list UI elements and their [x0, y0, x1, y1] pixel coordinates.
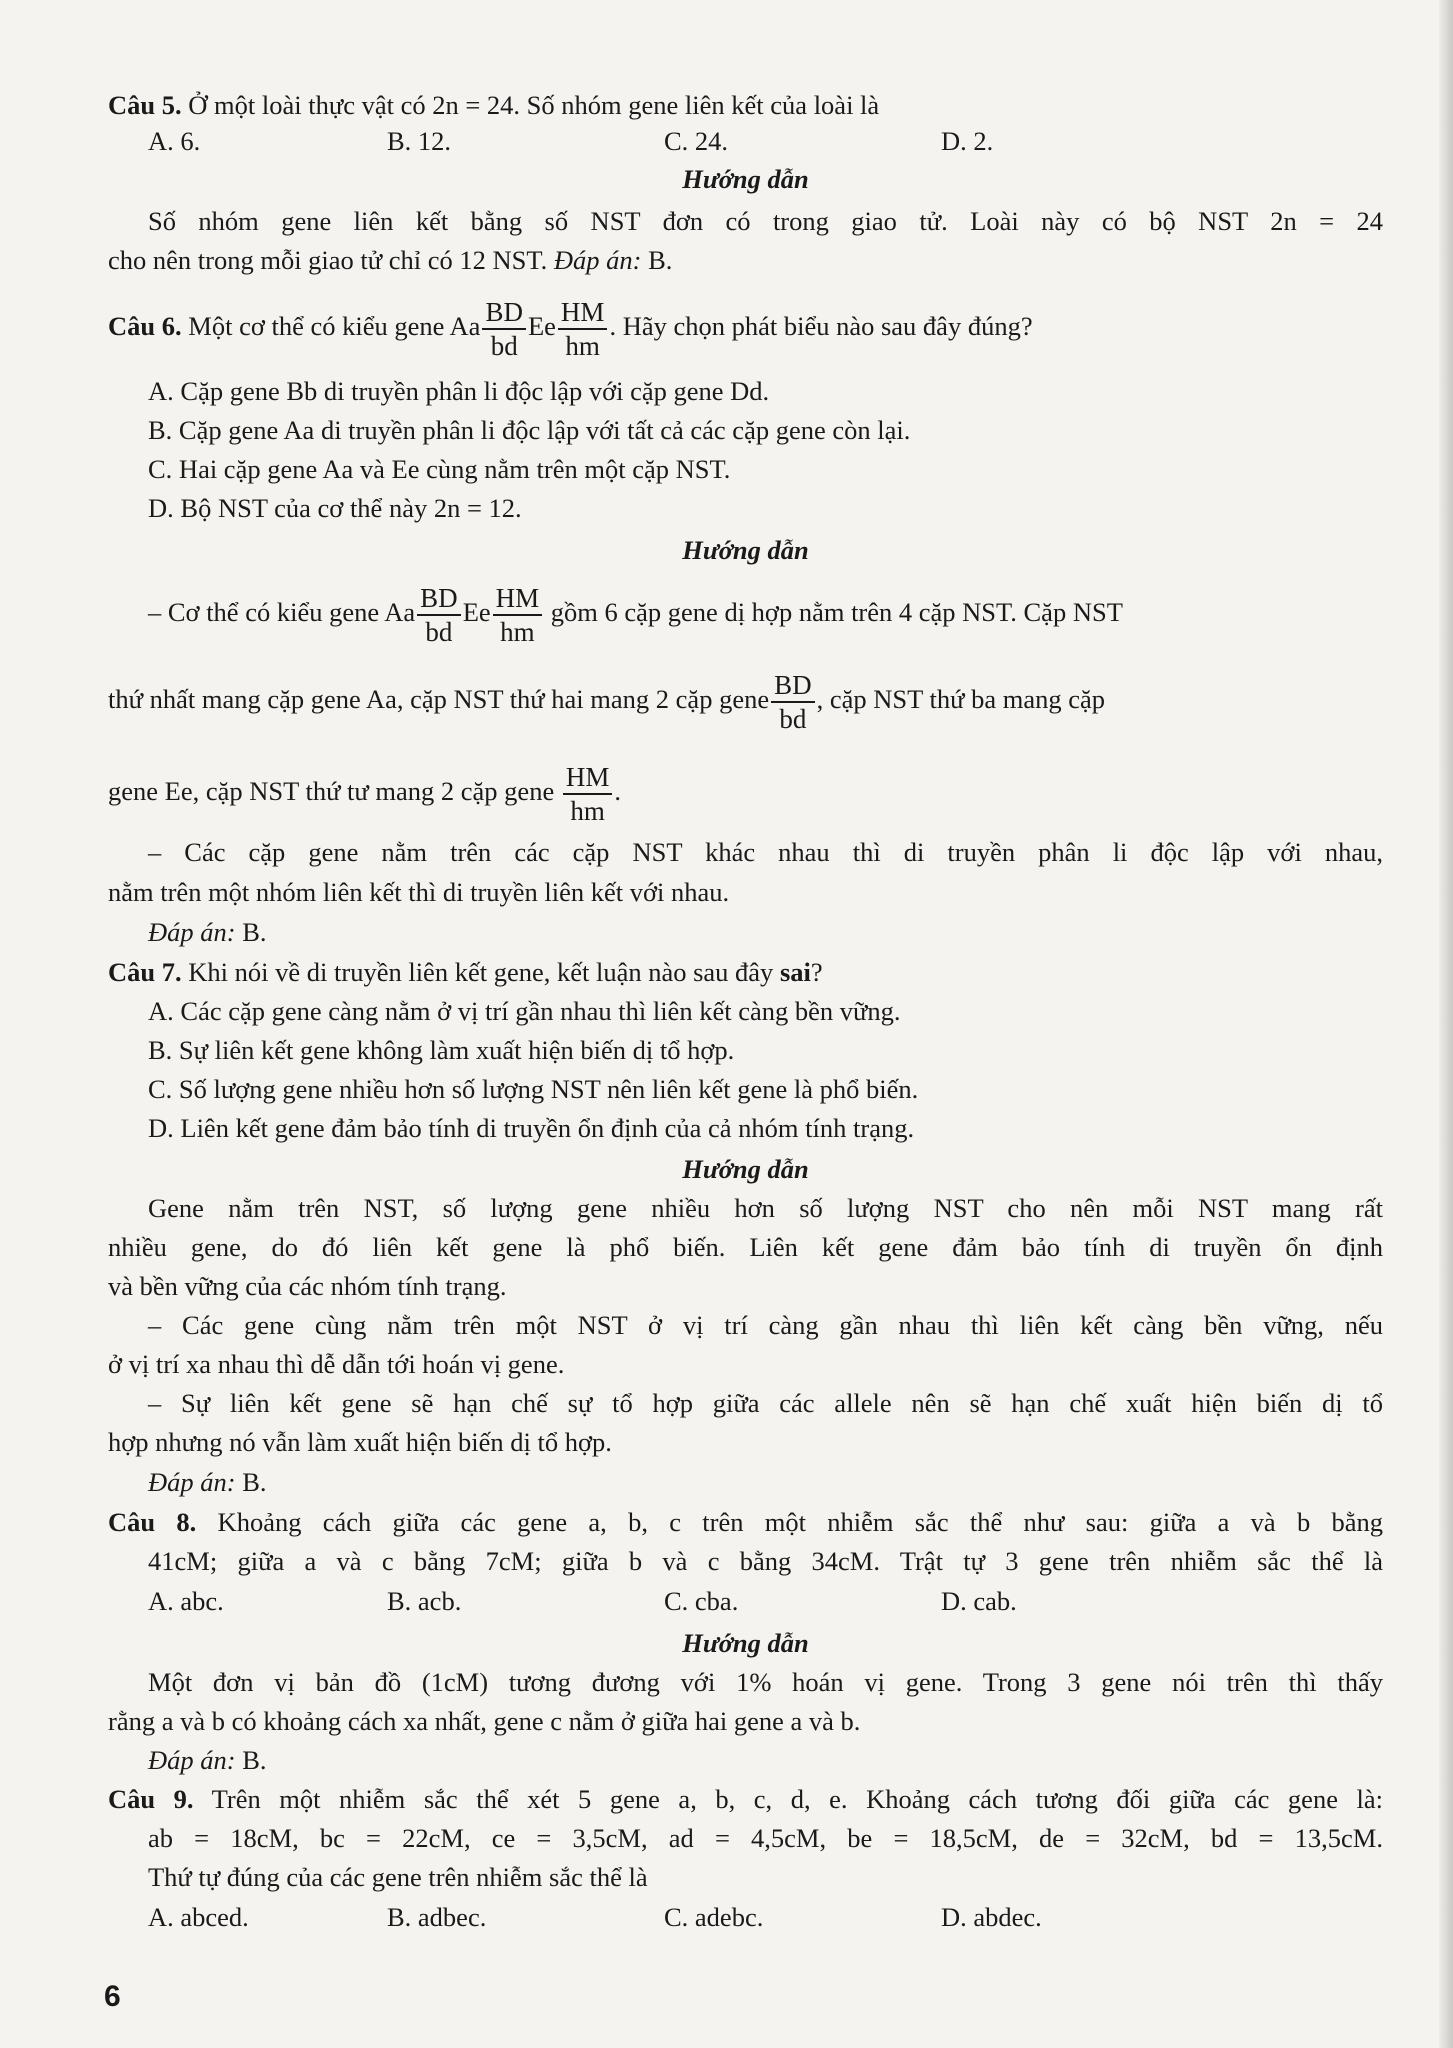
- guide-heading: Hướng dẫn: [682, 164, 809, 194]
- answer-line: [148, 915, 1423, 949]
- option-b: B. 12.: [387, 126, 452, 156]
- option-b: B. acb.: [387, 1586, 462, 1616]
- page-number: 6: [104, 1980, 121, 2013]
- option-a: A. Các cặp gene càng nằm ở vị trí gần nhau thì liên kết càng bền vững.: [148, 996, 901, 1026]
- question-label: Câu 6.: [108, 311, 182, 341]
- question-8: Câu 8. Khoảng cách giữa các gene a, b, c trên một nhiễm sắc thể như sau: giữa a và b bằng: [108, 1507, 1383, 1537]
- answer-label: Đáp án:: [553, 245, 642, 275]
- answer-value: B.: [235, 1467, 267, 1497]
- option-b: B. adbec.: [387, 1902, 487, 1932]
- option-c: C. Hai cặp gene Aa và Ee cùng nằm trên một cặp NST.: [148, 454, 731, 484]
- guide-text: cho nên trong mỗi giao tử chỉ có 12 NST. Đáp án: B.: [108, 245, 673, 275]
- option-d: D. abdec.: [941, 1902, 1042, 1932]
- answer-label: Đáp án:: [148, 917, 236, 947]
- guide-text: Số nhóm gene liên kết bằng số NST đơn có trong giao tử. Loài này có bộ NST 2n = 24: [148, 206, 1383, 236]
- answer-value: B.: [641, 245, 673, 275]
- guide-text: ở vị trí xa nhau thì dễ dẫn tới hoán vị gene.: [108, 1349, 565, 1379]
- answer-label: Đáp án:: [148, 1745, 236, 1775]
- guide-text: thứ nhất mang cặp gene Aa, cặp NST thứ hai mang 2 cặp gene $\frac{BD}{bd}$ , cặp NST thứ ba mang cặp: [108, 669, 1105, 734]
- guide-text: Gene nằm trên NST, số lượng gene nhiều hơn số lượng NST cho nên mỗi NST mang rất: [148, 1193, 1383, 1223]
- question-5: [108, 88, 1383, 122]
- question-label: Câu 8.: [108, 1507, 197, 1537]
- option-d: D. Bộ NST của cơ thể này 2n = 12.: [148, 493, 522, 523]
- guide-text: – Cơ thể có kiểu gene Aa $\frac{BD}{bd}$ Ee $\frac{HM}{hm}$ gồm 6 cặp gene dị hợp nằm trên 4 cặp NST. Cặp NST: [148, 582, 1123, 647]
- answer-value: B.: [235, 917, 267, 947]
- option-c: C. 24.: [664, 126, 729, 156]
- answer-line: [148, 1465, 1423, 1499]
- guide-heading: Hướng dẫn: [682, 1628, 809, 1658]
- guide-text: hợp nhưng nó vẫn làm xuất hiện biến dị tổ hợp.: [108, 1427, 612, 1457]
- option-a: A. abced.: [148, 1902, 249, 1932]
- answer-label: Đáp án:: [148, 1467, 236, 1497]
- page-edge: [1439, 0, 1453, 2048]
- answer-line: [148, 1743, 1423, 1777]
- guide-text: – Sự liên kết gene sẽ hạn chế sự tổ hợp giữa các allele nên sẽ hạn chế xuất hiện biến dị tổ: [148, 1388, 1383, 1418]
- genotype-fraction-hm: $\frac{HM}{hm}$: [558, 296, 608, 362]
- guide-heading: Hướng dẫn: [682, 1154, 809, 1184]
- question-label: Câu 9.: [108, 1784, 194, 1814]
- guide-text: nằm trên một nhóm liên kết thì di truyền liên kết với nhau.: [108, 877, 730, 907]
- guide-heading: Hướng dẫn: [682, 535, 809, 565]
- guide-text: rằng a và b có khoảng cách xa nhất, gene c nằm ở giữa hai gene a và b.: [108, 1706, 861, 1736]
- option-a: A. 6.: [148, 126, 201, 156]
- option-a: A. abc.: [148, 1586, 224, 1616]
- question-6: Câu 6. Một cơ thể có kiểu gene Aa $\frac{BD}{bd}$ Ee $\frac{HM}{hm}$ . Hãy chọn phát biểu nào sau đây đúng?: [108, 296, 1033, 361]
- option-a: A. Cặp gene Bb di truyền phân li độc lập với cặp gene Dd.: [148, 376, 770, 406]
- option-d: D. cab.: [941, 1586, 1017, 1616]
- guide-text: và bền vững của các nhóm tính trạng.: [108, 1271, 507, 1301]
- option-d: D. Liên kết gene đảm bảo tính di truyền ổn định của cả nhóm tính trạng.: [148, 1113, 915, 1143]
- guide-text: nhiều gene, do đó liên kết gene là phổ biến. Liên kết gene đảm bảo tính di truyền ổn định: [108, 1232, 1383, 1262]
- guide-text: Một đơn vị bản đồ (1cM) tương đương với 1% hoán vị gene. Trong 3 gene nói trên thì thấy: [148, 1667, 1383, 1697]
- answer-value: B.: [235, 1745, 267, 1775]
- question-9: Câu 9. Trên một nhiễm sắc thể xét 5 gene a, b, c, d, e. Khoảng cách tương đối giữa các gene là:: [108, 1784, 1383, 1814]
- option-c: C. adebc.: [664, 1902, 764, 1932]
- option-b: B. Cặp gene Aa di truyền phân li độc lập với tất cả các cặp gene còn lại.: [148, 415, 911, 445]
- option-c: C. cba.: [664, 1586, 739, 1616]
- option-c: C. Số lượng gene nhiều hơn số lượng NST nên liên kết gene là phổ biến.: [148, 1074, 919, 1104]
- genotype-fraction-hm: $\frac{HM}{hm}$: [493, 582, 543, 648]
- guide-text: – Các cặp gene nằm trên các cặp NST khác nhau thì di truyền phân li độc lập với nhau,: [148, 837, 1383, 867]
- genotype-fraction-bd: $\frac{BD}{bd}$: [417, 582, 461, 648]
- genotype-fraction-hm: $\frac{HM}{hm}$: [563, 761, 613, 827]
- guide-text: gene Ee, cặp NST thứ tư mang 2 cặp gene $\frac{HM}{hm}$ .: [108, 761, 621, 826]
- genotype-fraction-bd: $\frac{BD}{bd}$: [482, 296, 526, 362]
- question-text: 41cM; giữa a và c bằng 7cM; giữa b và c bằng 34cM. Trật tự 3 gene trên nhiễm sắc thể là: [148, 1546, 1383, 1576]
- question-label: Câu 5.: [108, 90, 182, 120]
- question-text: ab = 18cM, bc = 22cM, ce = 3,5cM, ad = 4,5cM, be = 18,5cM, de = 32cM, bd = 13,5cM.: [148, 1823, 1383, 1853]
- question-label: Câu 7.: [108, 957, 182, 987]
- genotype-fraction-bd: $\frac{BD}{bd}$: [771, 669, 815, 735]
- option-b: B. Sự liên kết gene không làm xuất hiện biến dị tổ hợp.: [148, 1035, 735, 1065]
- question-7: Câu 7. Khi nói về di truyền liên kết gene, kết luận nào sau đây sai?: [108, 957, 823, 987]
- question-text: Ở một loài thực vật có 2n = 24. Số nhóm gene liên kết của loài là: [181, 90, 880, 120]
- guide-text: – Các gene cùng nằm trên một NST ở vị trí càng gần nhau thì liên kết càng bền vững, nếu: [148, 1310, 1383, 1340]
- option-d: D. 2.: [941, 126, 994, 156]
- question-text: Thứ tự đúng của các gene trên nhiễm sắc thể là: [148, 1862, 648, 1892]
